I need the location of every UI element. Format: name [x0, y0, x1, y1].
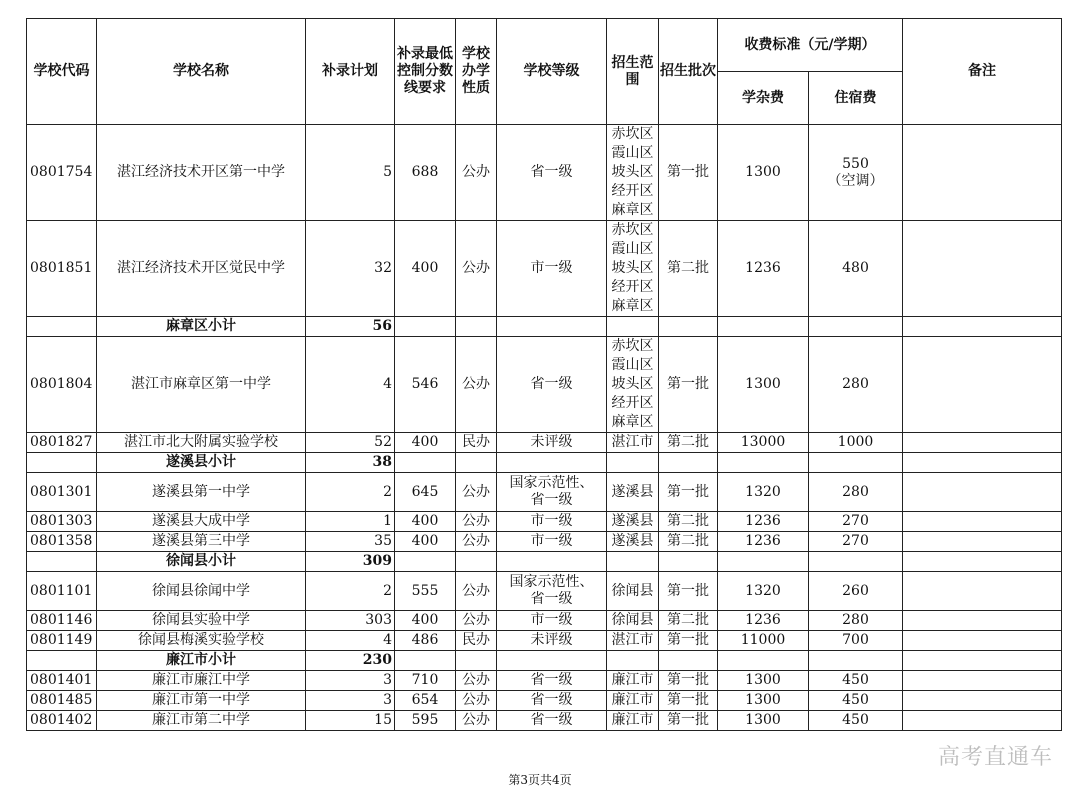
- school-name: 廉江市廉江中学: [97, 671, 306, 691]
- enroll-batch: 第二批: [659, 221, 718, 317]
- lodging-fee: [809, 512, 903, 532]
- lodging-value: 450: [842, 692, 869, 708]
- remark-cell: [903, 125, 1062, 221]
- tuition-fee: 11000: [718, 631, 809, 651]
- table-row: [27, 611, 1062, 631]
- subtotal-label: 廉江市小计: [97, 651, 306, 671]
- school-nature: 民办: [456, 433, 497, 453]
- school-name: 湛江经济技术开区觉民中学: [97, 221, 306, 317]
- school-grade: 未评级: [497, 631, 607, 651]
- tuition-fee: 1236: [718, 512, 809, 532]
- remark-cell: [903, 631, 1062, 651]
- subtotal-row: [27, 651, 1062, 671]
- empty-cell: [718, 552, 809, 572]
- school-grade: 省一级: [497, 711, 607, 731]
- empty-cell: [809, 317, 903, 337]
- scope-line: 经开区: [611, 183, 654, 199]
- plan-count: 4: [306, 337, 395, 433]
- table-row: [27, 671, 1062, 691]
- school-nature: 公办: [456, 512, 497, 532]
- lodging-fee: [809, 611, 903, 631]
- enroll-scope: 遂溪县: [607, 473, 659, 512]
- school-nature: 公办: [456, 611, 497, 631]
- scope-line: 麻章区: [611, 414, 654, 430]
- subtotal-row: [27, 317, 1062, 337]
- scope-line: 坡头区: [611, 164, 654, 180]
- enroll-scope: [607, 125, 659, 221]
- school-code: 0801303: [27, 512, 97, 532]
- school-grade: 省一级: [497, 691, 607, 711]
- tuition-fee: 1300: [718, 337, 809, 433]
- school-name: 遂溪县第三中学: [97, 532, 306, 552]
- school-code: 0801301: [27, 473, 97, 512]
- school-name: 湛江市麻章区第一中学: [97, 337, 306, 433]
- school-code: 0801149: [27, 631, 97, 651]
- enroll-scope: 遂溪县: [607, 532, 659, 552]
- school-nature: 公办: [456, 532, 497, 552]
- table-row: [27, 572, 1062, 611]
- empty-cell: [659, 317, 718, 337]
- scope-line: 赤坎区: [611, 338, 654, 354]
- lodging-value: 450: [842, 712, 869, 728]
- empty-cell: [809, 552, 903, 572]
- min-score: 400: [395, 433, 456, 453]
- empty-cell: [395, 453, 456, 473]
- min-score: 654: [395, 691, 456, 711]
- enroll-batch: 第一批: [659, 671, 718, 691]
- school-name: 徐闻县梅溪实验学校: [97, 631, 306, 651]
- remark-cell: [903, 433, 1062, 453]
- enroll-scope: [607, 221, 659, 317]
- lodging-value: 260: [842, 582, 869, 599]
- empty-cell: [395, 552, 456, 572]
- min-score: 555: [395, 572, 456, 611]
- header-batch: 招生批次: [659, 19, 718, 125]
- tuition-fee: 1300: [718, 125, 809, 221]
- lodging-value: 550: [842, 155, 869, 172]
- school-nature: 民办: [456, 631, 497, 651]
- empty-cell: [903, 453, 1062, 473]
- remark-cell: [903, 473, 1062, 512]
- watermark: 高考直通车: [938, 745, 1054, 770]
- min-score: 546: [395, 337, 456, 433]
- grade-line: 国家示范性、: [509, 574, 594, 590]
- tuition-fee: 1320: [718, 572, 809, 611]
- plan-count: 1: [306, 512, 395, 532]
- plan-count: 3: [306, 691, 395, 711]
- plan-count: 32: [306, 221, 395, 317]
- scope-line: 霞山区: [611, 145, 654, 161]
- scope-line: 麻章区: [611, 298, 654, 314]
- table-row: [27, 125, 1062, 221]
- enroll-scope: 廉江市: [607, 671, 659, 691]
- min-score: 400: [395, 532, 456, 552]
- enroll-batch: 第二批: [659, 512, 718, 532]
- subtotal-value: 56: [306, 317, 395, 337]
- page-footer: 第3页共4页: [508, 773, 572, 787]
- plan-count: 15: [306, 711, 395, 731]
- subtotal-value: 230: [306, 651, 395, 671]
- empty-cell: [497, 651, 607, 671]
- school-code: 0801754: [27, 125, 97, 221]
- plan-count: 4: [306, 631, 395, 651]
- min-score: 688: [395, 125, 456, 221]
- lodging-value: 280: [842, 376, 869, 392]
- plan-count: 2: [306, 572, 395, 611]
- enroll-batch: 第一批: [659, 125, 718, 221]
- enroll-batch: 第二批: [659, 433, 718, 453]
- school-grade: 市一级: [497, 532, 607, 552]
- remark-cell: [903, 337, 1062, 433]
- empty-cell: [456, 453, 497, 473]
- empty-cell: [659, 453, 718, 473]
- code-cell: [27, 552, 97, 572]
- school-code: 0801804: [27, 337, 97, 433]
- subtotal-label: 徐闻县小计: [97, 552, 306, 572]
- school-name: 廉江市第一中学: [97, 691, 306, 711]
- enroll-scope: 廉江市: [607, 691, 659, 711]
- enroll-scope: [607, 337, 659, 433]
- min-score: 400: [395, 221, 456, 317]
- school-grade: 市一级: [497, 512, 607, 532]
- empty-cell: [395, 651, 456, 671]
- empty-cell: [903, 552, 1062, 572]
- code-cell: [27, 651, 97, 671]
- empty-cell: [809, 651, 903, 671]
- lodging-value: 280: [842, 483, 869, 500]
- table-row: [27, 221, 1062, 317]
- table-row: [27, 473, 1062, 512]
- lodging-value: 1000: [837, 434, 874, 450]
- empty-cell: [718, 453, 809, 473]
- school-grade: 省一级: [497, 125, 607, 221]
- empty-cell: [497, 453, 607, 473]
- remark-cell: [903, 671, 1062, 691]
- school-name: 湛江经济技术开区第一中学: [97, 125, 306, 221]
- plan-count: 5: [306, 125, 395, 221]
- lodging-fee: [809, 532, 903, 552]
- empty-cell: [456, 317, 497, 337]
- tuition-fee: 1236: [718, 611, 809, 631]
- school-name: 廉江市第二中学: [97, 711, 306, 731]
- empty-cell: [456, 651, 497, 671]
- header-grade: 学校等级: [497, 19, 607, 125]
- enroll-scope: 遂溪县: [607, 512, 659, 532]
- lodging-fee: [809, 433, 903, 453]
- tuition-fee: 1300: [718, 671, 809, 691]
- header-tuition: 学杂费: [718, 72, 809, 125]
- school-code: 0801851: [27, 221, 97, 317]
- scope-line: 经开区: [611, 395, 654, 411]
- empty-cell: [607, 453, 659, 473]
- school-nature: 公办: [456, 221, 497, 317]
- header-school-name: 学校名称: [97, 19, 306, 125]
- empty-cell: [607, 651, 659, 671]
- plan-count: 3: [306, 671, 395, 691]
- empty-cell: [497, 552, 607, 572]
- school-grade: 省一级: [497, 337, 607, 433]
- scope-line: 麻章区: [611, 202, 654, 218]
- table-row: [27, 337, 1062, 433]
- plan-count: 52: [306, 433, 395, 453]
- remark-cell: [903, 532, 1062, 552]
- enroll-batch: 第一批: [659, 337, 718, 433]
- school-code: 0801146: [27, 611, 97, 631]
- school-name: 遂溪县第一中学: [97, 473, 306, 512]
- enroll-scope: 湛江市: [607, 631, 659, 651]
- school-nature: 公办: [456, 572, 497, 611]
- table-row: [27, 433, 1062, 453]
- header-remark: 备注: [903, 19, 1062, 125]
- enroll-scope: 廉江市: [607, 711, 659, 731]
- lodging-fee: [809, 691, 903, 711]
- remark-cell: [903, 512, 1062, 532]
- tuition-fee: 1320: [718, 473, 809, 512]
- school-nature: 公办: [456, 711, 497, 731]
- school-nature: 公办: [456, 473, 497, 512]
- school-nature: 公办: [456, 691, 497, 711]
- lodging-value: 280: [842, 612, 869, 628]
- school-name: 徐闻县徐闻中学: [97, 572, 306, 611]
- lodging-value: 270: [842, 513, 869, 529]
- subtotal-value: 309: [306, 552, 395, 572]
- lodging-fee: [809, 125, 903, 221]
- school-code: 0801827: [27, 433, 97, 453]
- scope-line: 坡头区: [611, 260, 654, 276]
- lodging-value: 700: [842, 632, 869, 648]
- subtotal-label: 遂溪县小计: [97, 453, 306, 473]
- admission-table: [26, 18, 1062, 731]
- lodging-value: 270: [842, 533, 869, 549]
- table-row: [27, 631, 1062, 651]
- school-nature: 公办: [456, 337, 497, 433]
- empty-cell: [903, 651, 1062, 671]
- subtotal-value: 38: [306, 453, 395, 473]
- empty-cell: [395, 317, 456, 337]
- lodging-fee: [809, 572, 903, 611]
- grade-line: 国家示范性、: [509, 475, 594, 491]
- lodging-fee: [809, 473, 903, 512]
- empty-cell: [456, 552, 497, 572]
- min-score: 710: [395, 671, 456, 691]
- plan-count: 2: [306, 473, 395, 512]
- empty-cell: [659, 552, 718, 572]
- tuition-fee: 1236: [718, 532, 809, 552]
- lodging-value: 480: [842, 260, 869, 276]
- remark-cell: [903, 611, 1062, 631]
- tuition-fee: 1236: [718, 221, 809, 317]
- min-score: 400: [395, 611, 456, 631]
- remark-cell: [903, 691, 1062, 711]
- school-grade: 未评级: [497, 433, 607, 453]
- enroll-batch: 第一批: [659, 631, 718, 651]
- scope-line: 经开区: [611, 279, 654, 295]
- code-cell: [27, 453, 97, 473]
- remark-cell: [903, 711, 1062, 731]
- subtotal-row: [27, 453, 1062, 473]
- school-grade: 市一级: [497, 611, 607, 631]
- school-code: 0801401: [27, 671, 97, 691]
- min-score: 645: [395, 473, 456, 512]
- scope-line: 赤坎区: [611, 126, 654, 142]
- lodging-note: （空调）: [827, 172, 884, 189]
- empty-cell: [809, 453, 903, 473]
- lodging-fee: [809, 631, 903, 651]
- header-lodging: 住宿费: [809, 72, 903, 125]
- school-nature: 公办: [456, 125, 497, 221]
- school-name: 遂溪县大成中学: [97, 512, 306, 532]
- table-body: [27, 125, 1062, 731]
- school-grade: [497, 473, 607, 512]
- enroll-batch: 第一批: [659, 691, 718, 711]
- scope-line: 霞山区: [611, 357, 654, 373]
- subtotal-row: [27, 552, 1062, 572]
- plan-count: 303: [306, 611, 395, 631]
- scope-line: 坡头区: [611, 376, 654, 392]
- enroll-scope: 湛江市: [607, 433, 659, 453]
- table-row: [27, 691, 1062, 711]
- enroll-batch: 第一批: [659, 572, 718, 611]
- enroll-batch: 第二批: [659, 611, 718, 631]
- header-nature: 学校办学性质: [456, 19, 497, 125]
- school-code: 0801402: [27, 711, 97, 731]
- header-school-code: 学校代码: [27, 19, 97, 125]
- table-row: [27, 532, 1062, 552]
- school-name: 湛江市北大附属实验学校: [97, 433, 306, 453]
- school-nature: 公办: [456, 671, 497, 691]
- enroll-batch: 第一批: [659, 473, 718, 512]
- subtotal-label: 麻章区小计: [97, 317, 306, 337]
- min-score: 595: [395, 711, 456, 731]
- school-code: 0801358: [27, 532, 97, 552]
- enroll-scope: 徐闻县: [607, 611, 659, 631]
- header-fee-group: 收费标准（元/学期）: [718, 19, 903, 72]
- table-row: [27, 711, 1062, 731]
- plan-count: 35: [306, 532, 395, 552]
- school-grade: 市一级: [497, 221, 607, 317]
- school-grade: [497, 572, 607, 611]
- grade-line: 省一级: [530, 492, 573, 508]
- enroll-batch: 第一批: [659, 711, 718, 731]
- empty-cell: [607, 317, 659, 337]
- tuition-fee: 1300: [718, 711, 809, 731]
- lodging-fee: [809, 671, 903, 691]
- empty-cell: [718, 317, 809, 337]
- remark-cell: [903, 221, 1062, 317]
- empty-cell: [718, 651, 809, 671]
- school-code: 0801101: [27, 572, 97, 611]
- lodging-value: 450: [842, 672, 869, 688]
- school-code: 0801485: [27, 691, 97, 711]
- enroll-scope: 徐闻县: [607, 572, 659, 611]
- scope-line: 霞山区: [611, 241, 654, 257]
- empty-cell: [659, 651, 718, 671]
- code-cell: [27, 317, 97, 337]
- header-plan: 补录计划: [306, 19, 395, 125]
- header-min-score: 补录最低控制分数线要求: [395, 19, 456, 125]
- table-row: [27, 512, 1062, 532]
- min-score: 486: [395, 631, 456, 651]
- grade-line: 省一级: [530, 591, 573, 607]
- header-scope: 招生范围: [607, 19, 659, 125]
- school-grade: 省一级: [497, 671, 607, 691]
- lodging-fee: [809, 221, 903, 317]
- empty-cell: [903, 317, 1062, 337]
- scope-line: 赤坎区: [611, 222, 654, 238]
- min-score: 400: [395, 512, 456, 532]
- school-name: 徐闻县实验中学: [97, 611, 306, 631]
- enroll-batch: 第二批: [659, 532, 718, 552]
- tuition-fee: 1300: [718, 691, 809, 711]
- remark-cell: [903, 572, 1062, 611]
- empty-cell: [607, 552, 659, 572]
- tuition-fee: 13000: [718, 433, 809, 453]
- lodging-fee: [809, 711, 903, 731]
- lodging-fee: [809, 337, 903, 433]
- empty-cell: [497, 317, 607, 337]
